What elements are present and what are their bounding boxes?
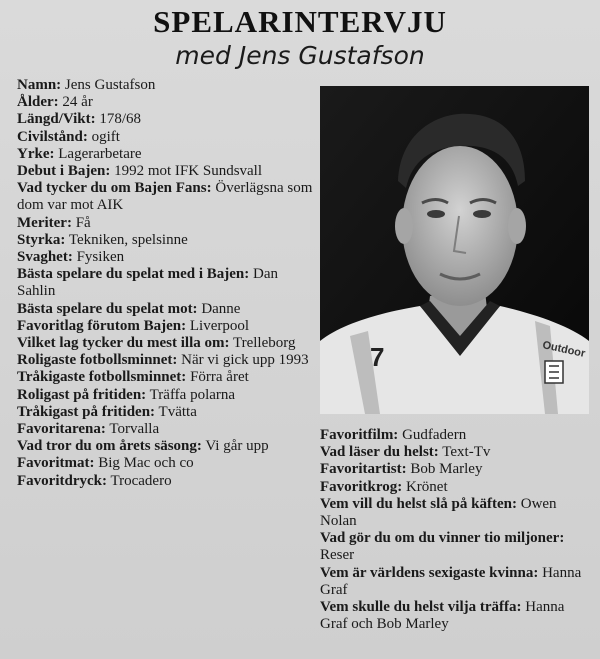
interview-question: Vad tycker du om Bajen Fans: (17, 180, 212, 197)
interview-item (17, 438, 317, 455)
interview-answer: Trocadero (110, 472, 172, 489)
interview-answer: 178/68 (99, 111, 142, 128)
interview-answer: Tvätta (158, 403, 197, 420)
interview-answer: Vi går upp (205, 438, 269, 455)
interview-item (320, 496, 595, 530)
interview-item (17, 421, 317, 438)
interview-item (17, 129, 317, 146)
interview-left-column (17, 77, 317, 490)
player-portrait-image (320, 86, 589, 414)
interview-question: Längd/Vikt: (17, 111, 96, 128)
interview-question: Debut i Bajen: (17, 163, 111, 180)
interview-answer: Jens Gustafson (64, 77, 156, 93)
interview-answer: Få (75, 214, 91, 231)
interview-question: Favoritmat: (17, 455, 95, 472)
interview-question: Roligast på fritiden: (17, 386, 147, 403)
interview-item (17, 215, 317, 232)
interview-question: Favoritkrog: (320, 478, 403, 495)
interview-item (17, 387, 317, 404)
interview-answer: När vi gick upp 1993 (181, 352, 309, 369)
interview-answer: Reser (320, 547, 355, 564)
interview-question: Vad tror du om årets säsong: (17, 438, 202, 455)
interview-question: Vilket lag tycker du mest illa om: (17, 335, 230, 352)
interview-item (320, 599, 595, 633)
interview-question: Favoritdryck: (17, 472, 107, 489)
interview-question: Meriter: (17, 214, 72, 231)
interview-item (17, 301, 317, 318)
interview-item (17, 94, 317, 111)
interview-question: Civilstånd: (17, 128, 88, 145)
interview-question: Yrke: (17, 145, 55, 162)
page-title: SPELARINTERVJU (153, 4, 447, 39)
interview-answer: Trelleborg (232, 335, 296, 352)
interview-question: Roligaste fotbollsminnet: (17, 352, 178, 369)
interview-answer: Danne (201, 300, 241, 317)
interview-question: Tråkigast på fritiden: (17, 403, 156, 420)
interview-answer: Liverpool (189, 317, 250, 334)
interview-answer: Owen Nolan (320, 495, 557, 530)
interview-question: Namn: (17, 77, 62, 93)
interview-question: Vem vill du helst slå på käften: (320, 495, 517, 512)
interview-item (17, 146, 317, 163)
interview-answer: Text-Tv (442, 444, 491, 461)
interview-question: Vem skulle du helst vilja träffa: (320, 599, 522, 616)
interview-answer: Förra året (190, 369, 249, 386)
interview-item (320, 479, 595, 496)
interview-item (17, 163, 317, 180)
interview-question: Vad gör du om du vinner tio miljoner: (320, 530, 565, 547)
interview-item (17, 77, 317, 94)
interview-item (17, 249, 317, 266)
interview-item (17, 473, 317, 490)
interview-item (320, 444, 595, 461)
interview-item (17, 335, 317, 352)
interview-answer: 24 år (62, 94, 93, 111)
interview-item (17, 404, 317, 421)
interview-question: Favoritlag förutom Bajen: (17, 317, 187, 334)
interview-answer: Hanna Graf (320, 564, 582, 598)
interview-question: Bästa spelare du spelat med i Bajen: (17, 266, 250, 283)
interview-answer: Hanna Graf och Bob Marley (320, 599, 565, 633)
interview-right-column (320, 427, 595, 633)
interview-question: Ålder: (17, 94, 59, 111)
interview-answer: Överlägsna som dom var mot AIK (17, 180, 313, 214)
interview-item (17, 232, 317, 249)
interview-item (320, 461, 595, 478)
shirt-logo-text: Outdoor (541, 339, 587, 360)
interview-answer: Krönet (405, 478, 448, 495)
interview-question: Tråkigaste fotbollsminnet: (17, 369, 187, 386)
interview-question: Favoritartist: (320, 461, 407, 478)
interview-answer: Dan Sahlin (17, 266, 278, 300)
interview-question: Styrka: (17, 231, 66, 248)
interview-question: Vem är världens sexigaste kvinna: (320, 564, 539, 581)
jersey-number: 7 (370, 342, 385, 372)
interview-answer: Torvalla (109, 421, 160, 438)
interview-answer: ogift (91, 128, 120, 145)
page-subtitle: med Jens Gustafson (175, 41, 425, 70)
interview-answer: Bob Marley (410, 461, 483, 478)
interview-answer: Tekniken, spelsinne (68, 231, 188, 248)
interview-answer: Träffa polarna (149, 386, 236, 403)
interview-item (320, 427, 595, 444)
interview-question: Vad läser du helst: (320, 444, 439, 461)
interview-item (17, 318, 317, 335)
interview-question: Favoritarena: (17, 421, 106, 438)
interview-question: Bästa spelare du spelat mot: (17, 300, 198, 317)
interview-item (320, 565, 595, 599)
interview-item (17, 455, 317, 472)
interview-question: Favoritfilm: (320, 427, 399, 443)
player-photo (320, 86, 589, 414)
interview-answer: Fysiken (76, 249, 125, 266)
interview-answer: Big Mac och co (98, 455, 194, 472)
interview-item (17, 111, 317, 128)
interview-item (17, 369, 317, 386)
interview-answer: Lagerarbetare (58, 145, 142, 162)
interview-item (17, 180, 317, 214)
interview-item (17, 266, 317, 300)
interview-answer: 1992 mot IFK Sundsvall (114, 163, 263, 180)
interview-item (17, 352, 317, 369)
interview-item (320, 530, 595, 564)
interview-answer: Gudfadern (402, 427, 467, 443)
interview-question: Svaghet: (17, 249, 73, 266)
